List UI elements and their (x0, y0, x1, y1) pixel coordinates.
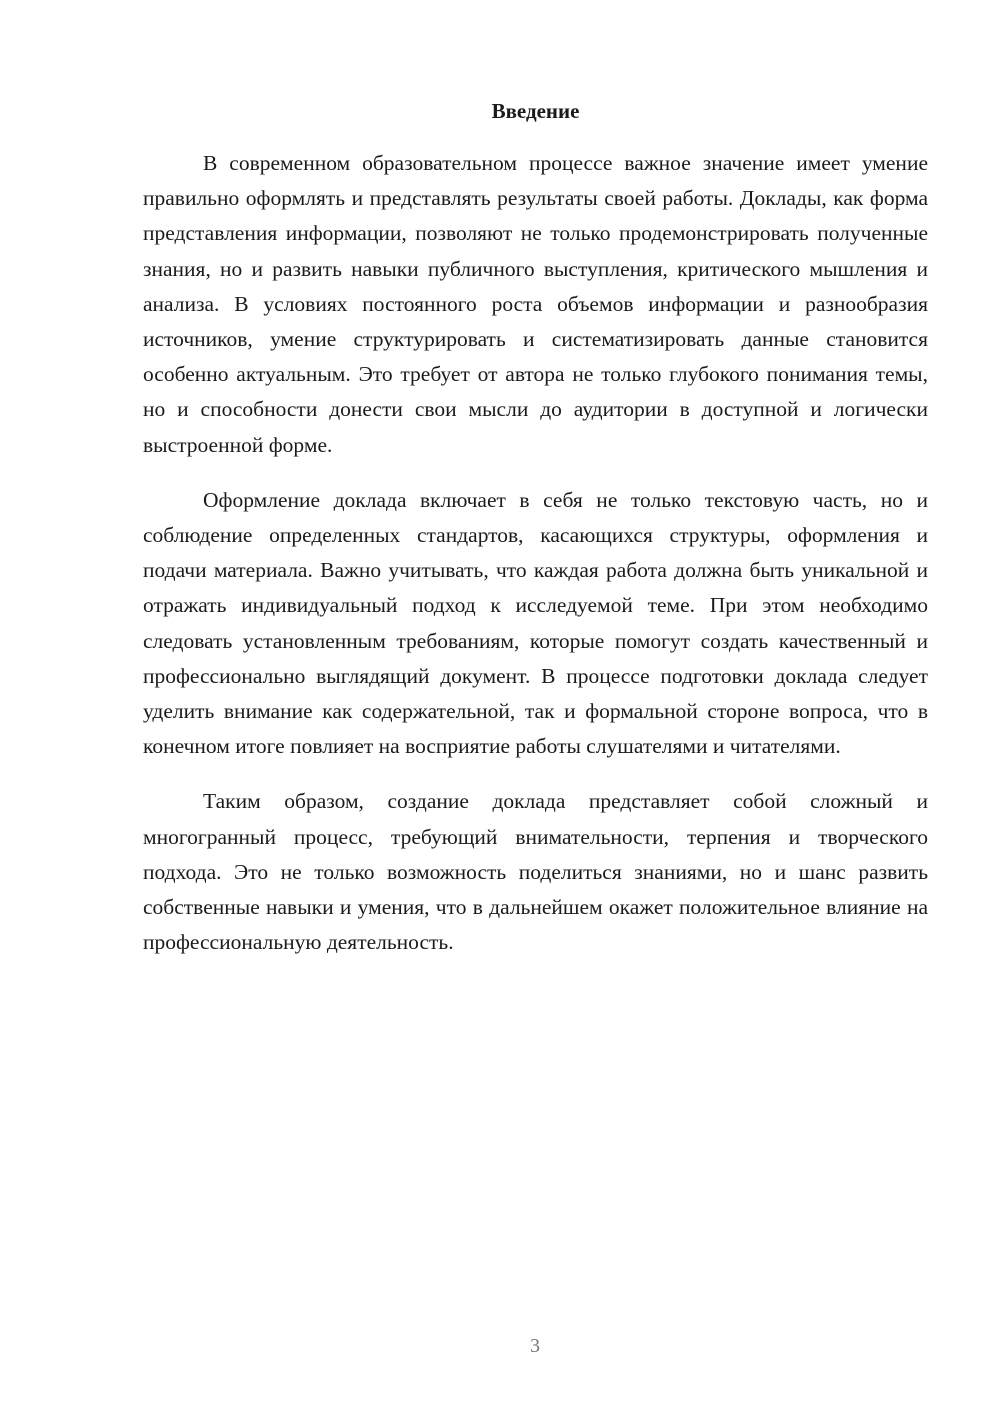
page-number: 3 (530, 1335, 540, 1357)
paragraph-1: В современном образовательном процессе важное значение имеет умение правильно оформлять и представлять результаты своей работы. Доклады, как форма представления информации, позволяют не только продемонстрировать полученные знания, но и развить навыки публичного выступления, критического мышления и анализа. В условиях постоянного роста объемов информации и разнообразия источников, умение структурировать и систематизировать данные становится особенно актуальным. Это требует от автора не только глубокого понимания темы, но и способности донести свои мысли до аудитории в доступной и логически выстроенной форме. (143, 151, 928, 457)
paragraph-3: Таким образом, создание доклада представляет собой сложный и многогранный процесс, требующий внимательности, терпения и творческого подхода. Это не только возможность поделиться знаниями, но и шанс развить собственные навыки и умения, что в дальнейшем окажет положительное влияние на профессиональную деятельность. (143, 789, 928, 955)
paragraph-2: Оформление доклада включает в себя не только текстовую часть, но и соблюдение определенных стандартов, касающихся структуры, оформления и подачи материала. Важно учитывать, что каждая работа должна быть уникальной и отражать индивидуальный подход к исследуемой теме. При этом необходимо следовать установленным требованиям, которые помогут создать качественный и профессионально выглядящий документ. В процессе подготовки доклада следует уделить внимание как содержательной, так и формальной стороне вопроса, что в конечном итоге повлияет на восприятие работы слушателями и читателями. (143, 487, 928, 759)
document-body (143, 96, 928, 980)
section-title: Введение (491, 99, 580, 123)
